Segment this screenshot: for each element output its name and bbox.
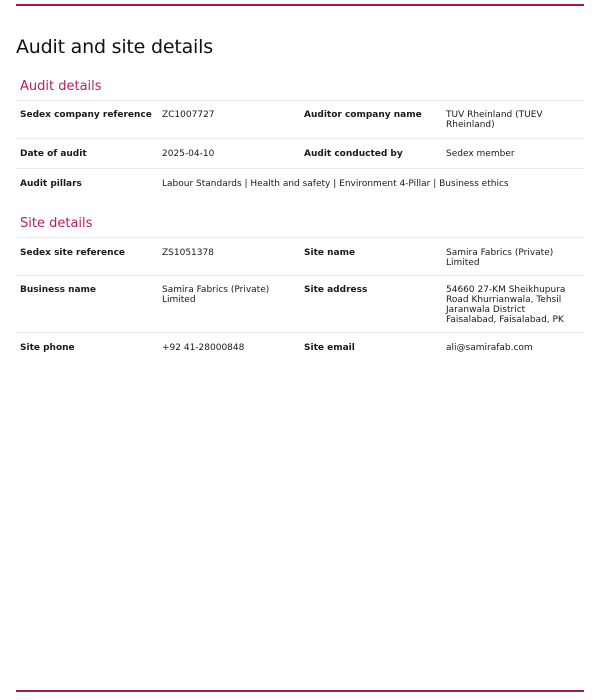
site-details-table	[16, 237, 584, 363]
audit-pillars-value: Labour Standards | Health and safety | Environment 4-Pillar | Business ethics	[162, 179, 509, 189]
field-value: ZS1051378	[162, 248, 214, 258]
field-label: Audit conducted by	[304, 149, 403, 159]
audit-details-title: Audit details	[20, 79, 102, 94]
field-value: Samira Fabrics (Private) Limited	[446, 248, 554, 268]
field-label: Sedex company reference	[20, 110, 152, 120]
field-value: Sedex member	[446, 149, 515, 159]
field-value: ZC1007727	[162, 110, 215, 120]
field-value: TUV Rheinland (TUEV Rheinland)	[446, 110, 543, 130]
field-label: Sedex site reference	[20, 248, 126, 258]
table-row	[16, 333, 584, 363]
field-value: 2025-04-10	[162, 149, 215, 159]
site-details-title: Site details	[20, 216, 93, 231]
table-row	[16, 238, 584, 276]
field-label: Site address	[304, 285, 368, 295]
field-value: ali@samirafab.com	[446, 343, 533, 353]
bottom-rule	[16, 690, 584, 692]
audit-details-section	[16, 79, 584, 199]
site-details-section	[16, 216, 584, 363]
top-rule	[16, 4, 584, 6]
table-row	[16, 169, 584, 199]
field-label: Auditor company name	[304, 110, 422, 120]
table-row	[16, 276, 584, 333]
field-label: Site phone	[20, 343, 75, 353]
field-label: Site email	[304, 343, 355, 353]
field-label: Date of audit	[20, 149, 87, 159]
field-label: Audit pillars	[20, 179, 82, 189]
field-value: 54660 27-KM Sheikhupura Road Khurrianwala, Tehsil Jaranwala District Faisalabad, Faisalabad, PK	[446, 285, 566, 325]
audit-details-table	[16, 100, 584, 199]
page-title: Audit and site details	[16, 36, 213, 58]
field-label: Business name	[20, 285, 97, 295]
field-label: Site name	[304, 248, 356, 258]
field-value: +92 41-28000848	[162, 343, 245, 353]
field-value: Samira Fabrics (Private) Limited	[162, 285, 270, 305]
table-row	[16, 139, 584, 169]
table-row	[16, 101, 584, 139]
